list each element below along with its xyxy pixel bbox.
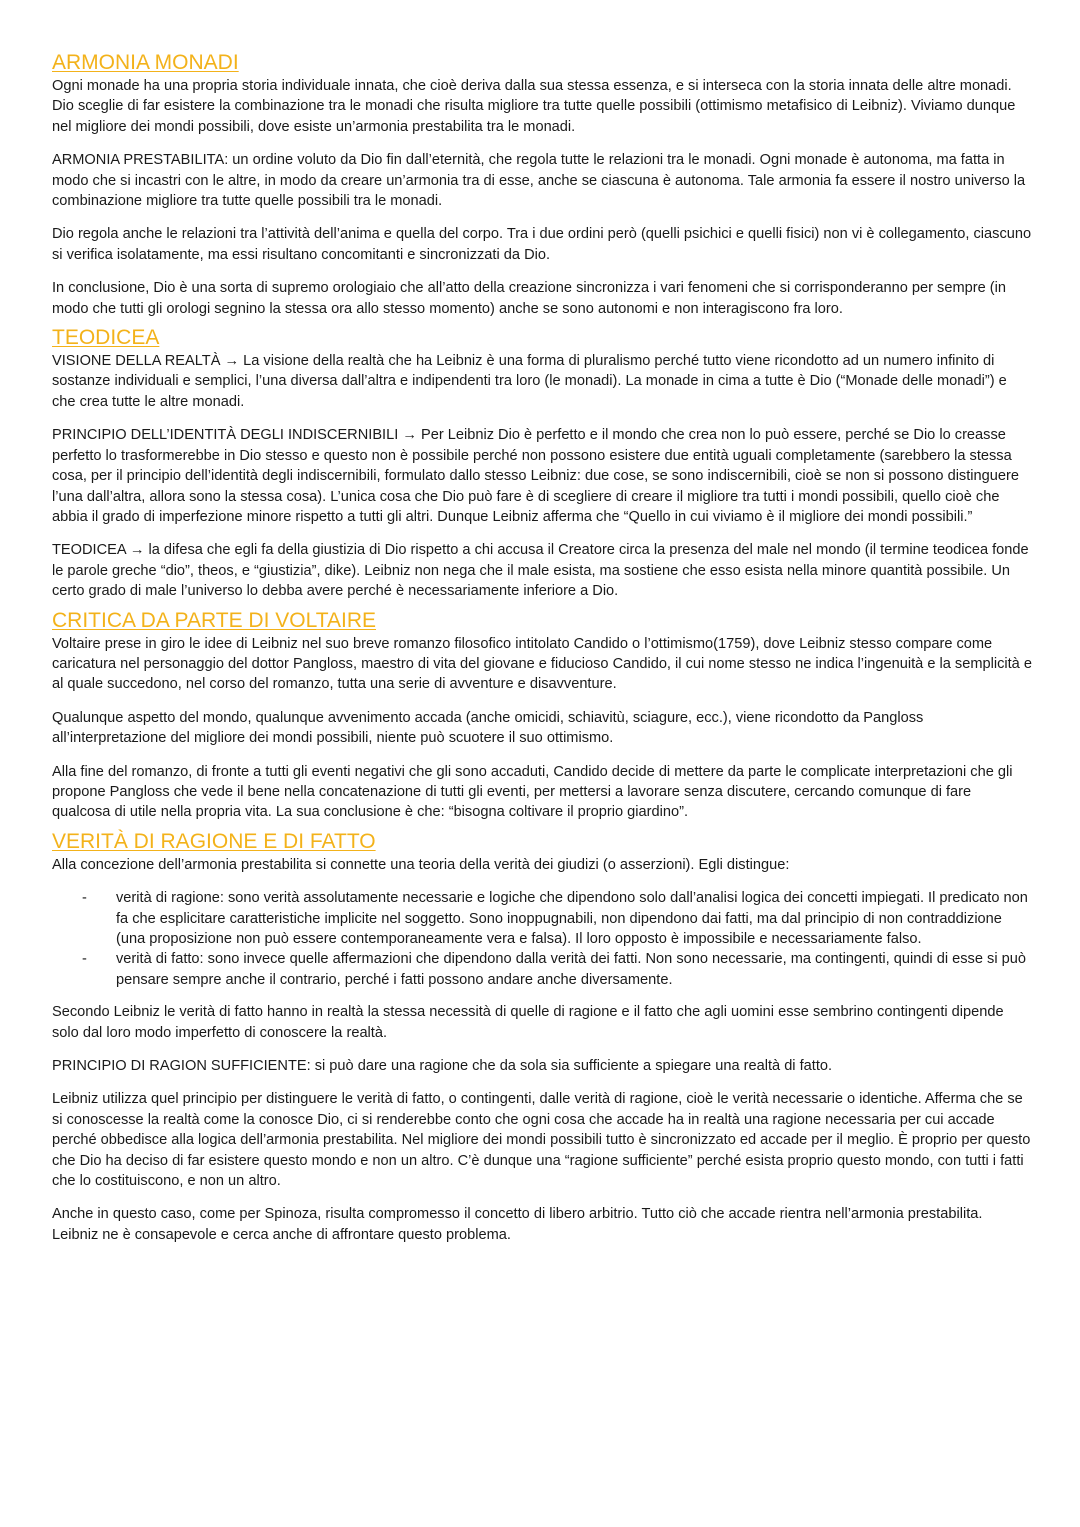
paragraph: Voltaire prese in giro le idee di Leibniz nel suo breve romanzo filosofico intitolato Candido o l’ottimismo(1759), dove Leibniz stesso compare come caricatura nel personaggio del dottor Pangloss, maestro di vita del giovane e fiducioso Candido, il cui nome stesso ne indica l’ingenuità e la semplicità e al quale succedono, nel corso del romanzo, tutta una serie di avventure e disavventure.	[52, 635, 1032, 693]
paragraph: PRINCIPIO DI RAGION SUFFICIENTE: si può dare una ragione che da sola sia sufficiente a spiegare una realtà di fatto.	[52, 1058, 833, 1075]
list-item	[52, 949, 1032, 990]
list-item	[52, 888, 1032, 949]
paragraph: Alla concezione dell’armonia prestabilita si connette una teoria della verità dei giudizi (o asserzioni). Egli distingue:	[52, 856, 790, 873]
paragraph: VISIONE DELLA REALTÀ → La visione della realtà che ha Leibniz è una forma di pluralismo perché tutto viene ricondotto ad un numero infinito di sostanze individuali e semplici, l’una diversa dall’altra e indipendenti tra loro (le monadi). La monade in cima a tutte è Dio (“Monade delle monadi”) e che crea tutte le altre monadi.	[52, 353, 1007, 410]
paragraph: TEODICEA → la difesa che egli fa della giustizia di Dio rispetto a chi accusa il Creatore circa la presenza del male nel mondo (il termine teodicea fonde le parole greche “dio”, theos, e “giustizia”, dike). Leibniz non nega che il male esista, ma sostiene che esso esista nella minore quantità possibile. Un certo grado di male l’universo lo debba avere perché è necessariamente inferiore a Dio.	[52, 542, 1029, 600]
paragraph: PRINCIPIO DELL’IDENTITÀ DEGLI INDISCERNIBILI → Per Leibniz Dio è perfetto e il mondo che crea non lo può essere, perché se Dio lo creasse perfetto lo trasformerebbe in Dio stesso e questo non è possibile perché non possono esistere due entità uguali completamente (sarebbero la stessa cosa, per il principio dell’identità degli indiscernibili, formulato dallo stesso Leibniz: due cose, se sono indiscernibili, cioè se non si possono distinguere l’una dall’altra, allora sono la stessa cosa). L’unica cosa che Dio può fare è di scegliere di creare il migliore tra tutti i mondi possibili, quello cioè che abbia il grado di imperfezione minore rispetto a tutti gli altri. Dunque Leibniz afferma che “Quello in cui viviamo è il migliore dei mondi possibili.”	[52, 427, 1019, 525]
dash-bullet: -	[82, 951, 87, 968]
section-heading-teodicea: TEODICEA	[52, 326, 160, 350]
paragraph: Dio regola anche le relazioni tra l’attività dell’anima e quella del corpo. Tra i due ordini però (quelli psichici e quelli fisici) non vi è collegamento, ciascuno si verifica isolatamente, ma essi risultano concomitanti e sincronizzati da Dio.	[52, 226, 1032, 263]
section-heading-critica-voltaire: CRITICA DA PARTE DI VOLTAIRE	[52, 608, 377, 632]
section-heading-verita-ragione-fatto: VERITÀ DI RAGIONE E DI FATTO	[52, 829, 376, 853]
dash-bullet: -	[82, 890, 87, 907]
paragraph: Leibniz utilizza quel principio per distinguere le verità di fatto, o contingenti, dalle verità di ragione, cioè le verità necessarie o identiche. Afferma che se si conoscesse la realtà come la conosce Dio, ci si renderebbe conto che ogni cosa che accade ha in realtà una ragione necessaria per cui accade perché obbedisce alla logica dell’armonia prestabilita. Nel migliore dei mondi possibili tutto è sincronizzato ed accade per il meglio. È proprio per questo che Dio ha deciso di far esistere questo mondo e non un altro. C’è dunque una “ragione sufficiente” perché esista proprio questo mondo, con tutti i fatti che lo costituiscono, e non un altro.	[52, 1091, 1031, 1190]
paragraph: Qualunque aspetto del mondo, qualunque avvenimento accada (anche omicidi, schiavitù, sciagure, ecc.), viene ricondotto da Pangloss all’interpretazione del migliore dei mondi possibili, niente può scuotere il suo ottimismo.	[52, 709, 924, 747]
paragraph: ARMONIA PRESTABILITA: un ordine voluto da Dio fin dall’eternità, che regola tutte le relazioni tra le monadi. Ogni monade è autonoma, ma fatta in modo che si incastri con le altre, in modo da creare un’armonia tra di esse, anche se ciascuna è autonoma. Tale armonia fa essere il nostro universo la combinazione migliore tra tutte quelle possibili tra le monadi.	[52, 152, 1026, 210]
paragraph: Ogni monade ha una propria storia individuale innata, che cioè deriva dalla sua stessa essenza, e si interseca con la storia innata delle altre monadi. Dio sceglie di far esistere la combinazione tra le monadi che risulta migliore tra tutte quelle possibili (ottimismo metafisico di Leibniz). Viviamo dunque nel migliore dei mondi possibili, dove esiste un’armonia prestabilita tra le monadi.	[52, 78, 1016, 135]
paragraph: In conclusione, Dio è una sorta di supremo orologiaio che all’atto della creazione sincronizza i vari fenomeni che si corrisponderanno per sempre (in modo che tutti gli orologi segnino la stessa ora allo stesso momento) anche se sono autonomi e non interagiscono fra loro.	[52, 280, 1006, 317]
list-item-text: verità di ragione: sono verità assolutamente necessarie e logiche che dipendono solo dall’analisi logica dei concetti impiegati. Il predicato non fa che esplicitare caratteristiche implicite nel soggetto. Sono inoppugnabili, non dipendono dai fatti, ma dal principio di non contraddizione (una proposizione non può essere contemporaneamente vera e falsa). Il loro opposto è impossibile e necessariamente falso.	[116, 890, 1028, 947]
paragraph: Alla fine del romanzo, di fronte a tutti gli eventi negativi che gli sono accaduti, Candido decide di mettere da parte le complicate interpretazioni che gli propone Pangloss che vede il bene nella concatenazione di tutti gli eventi, per mettersi a lavorare senza discutere, cercando comunque di fare qualcosa di utile nella propria vita. La sua conclusione è che: “bisogna coltivare il proprio giardino”.	[52, 763, 1013, 821]
section-heading-armonia-monadi: ARMONIA MONADI	[52, 51, 239, 74]
bullet-list	[52, 888, 1032, 990]
paragraph: Anche in questo caso, come per Spinoza, risulta compromesso il concetto di libero arbitrio. Tutto ciò che accade rientra nell’armonia prestabilita. Leibniz ne è consapevole e cerca anche di affrontare questo problema.	[52, 1206, 983, 1243]
document-page	[52, 50, 1032, 1251]
list-item-text: verità di fatto: sono invece quelle affermazioni che dipendono dalla verità dei fatti. Non sono necessarie, ma contingenti, quindi di esse si può pensare sempre anche il contrario, perché i fatti possono andare anche diversamente.	[116, 951, 1026, 988]
paragraph: Secondo Leibniz le verità di fatto hanno in realtà la stessa necessità di quelle di ragione e il fatto che agli uomini esse sembrino contingenti dipende solo dal loro modo imperfetto di conoscere la realtà.	[52, 1004, 1004, 1041]
